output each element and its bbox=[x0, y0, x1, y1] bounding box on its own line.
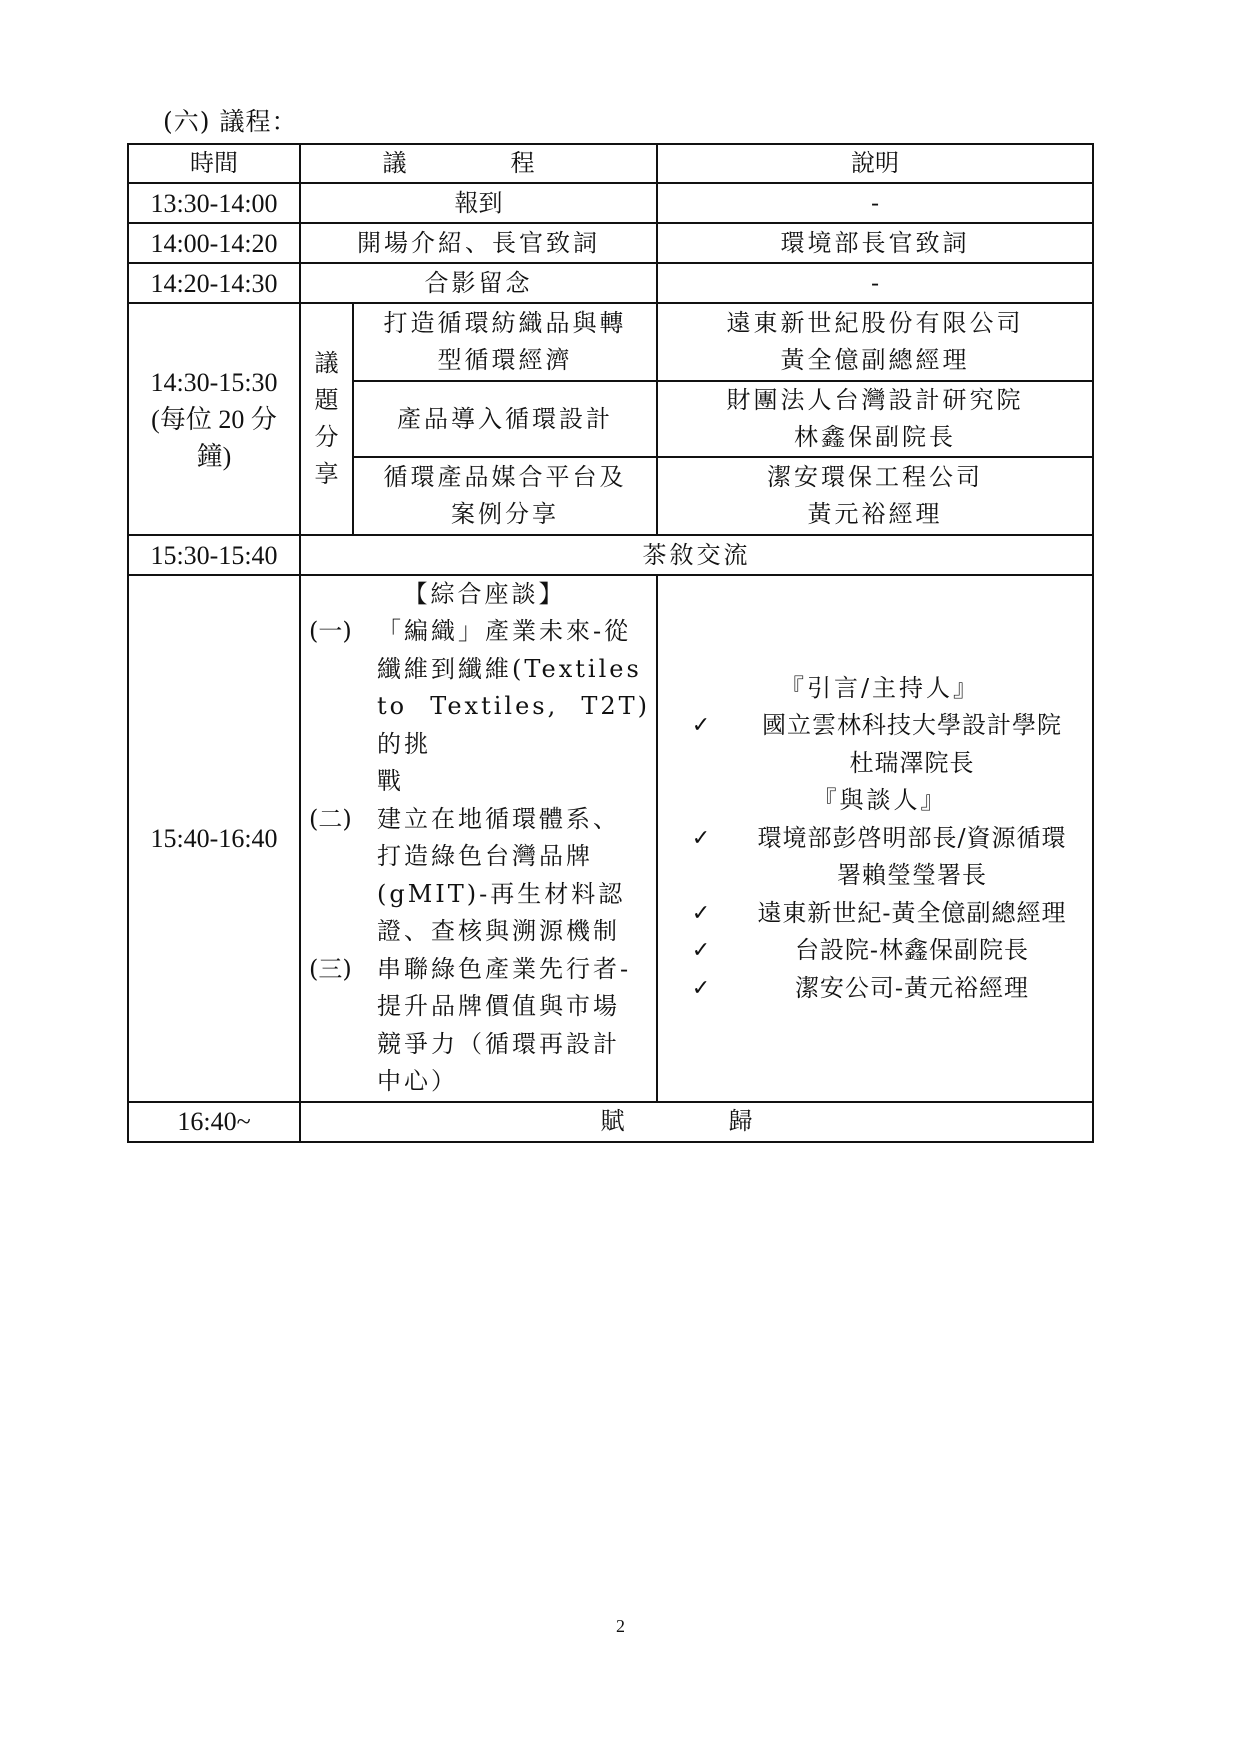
time-cell: 14:20-14:30 bbox=[128, 263, 300, 303]
talk-title: 循環產品媒合平台及 案例分享 bbox=[353, 457, 657, 535]
table-row bbox=[128, 263, 1093, 303]
list-item: ✓ 環境部彭啓明部長/資源循環 署賴瑩瑩署長 bbox=[658, 820, 1092, 895]
time-cell: 15:40-16:40 bbox=[128, 575, 300, 1102]
table-row bbox=[128, 575, 1093, 1102]
agenda-cell: 合影留念 bbox=[300, 263, 657, 303]
page-number: 2 bbox=[616, 1616, 625, 1636]
agenda-cell: 賦 歸 bbox=[300, 1102, 1093, 1142]
header-row bbox=[128, 144, 1093, 183]
panelist-heading: 『與談人』 bbox=[812, 786, 948, 814]
talk-speaker: 遠東新世紀股份有限公司 黃全億副總經理 bbox=[657, 303, 1093, 381]
forum-title: 【綜合座談】 bbox=[403, 580, 566, 608]
agenda-table bbox=[127, 143, 1094, 1143]
talk-title: 產品導入循環設計 bbox=[353, 381, 657, 457]
agenda-cell: 開場介紹、長官致詞 bbox=[300, 223, 657, 263]
list-item: (二) 建立在地循環體系、 打造綠色台灣品牌 (gMIT)-再生材料認 證、查核與溯源機制 bbox=[309, 804, 626, 945]
list-item: (一) 「編織」產業未來-從 纖維到纖維(Textiles to Textiles, T2T)的挑 戰 bbox=[309, 617, 650, 795]
time-cell: 14:00-14:20 bbox=[128, 223, 300, 263]
note-cell: - bbox=[657, 183, 1093, 223]
list-item: (三) 串聯綠色產業先行者- 提升品牌價值與市場 競爭力（循環再設計 中心） bbox=[309, 954, 632, 1095]
agenda-cell: 茶敘交流 bbox=[300, 535, 1093, 575]
note-cell: 環境部長官致詞 bbox=[657, 223, 1093, 263]
time-note: (每位 20 分 bbox=[151, 404, 277, 434]
time-note: 鐘) bbox=[196, 441, 232, 471]
time-cell: 13:30-14:00 bbox=[128, 183, 300, 223]
check-icon: ✓ bbox=[691, 975, 711, 1001]
moderator-heading: 『引言/主持人』 bbox=[779, 673, 981, 702]
section-title: (六) 議程： bbox=[163, 107, 298, 136]
check-icon: ✓ bbox=[691, 713, 711, 738]
table-row bbox=[128, 223, 1093, 263]
table-row bbox=[128, 1102, 1093, 1142]
list-item: ✓ 台設院-林鑫保副院長 bbox=[658, 932, 1092, 970]
table-row bbox=[128, 183, 1093, 223]
list-item: ✓ 遠東新世紀-黃全億副總經理 bbox=[658, 895, 1092, 933]
time-range: 14:30-15:30 bbox=[150, 367, 278, 397]
header-agenda: 議 程 bbox=[300, 144, 657, 183]
topic-share-label: 議 題 分 享 bbox=[300, 303, 353, 535]
note-cell: - bbox=[657, 263, 1093, 303]
table-row bbox=[128, 303, 1093, 381]
header-note: 說明 bbox=[657, 144, 1093, 183]
header-time: 時間 bbox=[128, 144, 300, 183]
check-icon: ✓ bbox=[691, 825, 711, 851]
forum-participants bbox=[657, 575, 1093, 1102]
time-cell bbox=[128, 303, 300, 535]
agenda-cell: 報到 bbox=[300, 183, 657, 223]
check-icon: ✓ bbox=[691, 938, 711, 963]
check-icon: ✓ bbox=[691, 900, 711, 926]
talk-speaker: 財團法人台灣設計研究院 林鑫保副院長 bbox=[657, 381, 1093, 457]
forum-topics bbox=[300, 575, 657, 1102]
time-cell: 16:40~ bbox=[128, 1102, 300, 1142]
time-cell: 15:30-15:40 bbox=[128, 535, 300, 575]
table-row bbox=[128, 535, 1093, 575]
list-item: ✓ 潔安公司-黃元裕經理 bbox=[658, 970, 1092, 1008]
talk-speaker: 潔安環保工程公司 黃元裕經理 bbox=[657, 457, 1093, 535]
list-item: ✓ 國立雲林科技大學設計學院 杜瑞澤院長 bbox=[658, 707, 1092, 782]
talk-title: 打造循環紡織品與轉 型循環經濟 bbox=[353, 303, 657, 381]
